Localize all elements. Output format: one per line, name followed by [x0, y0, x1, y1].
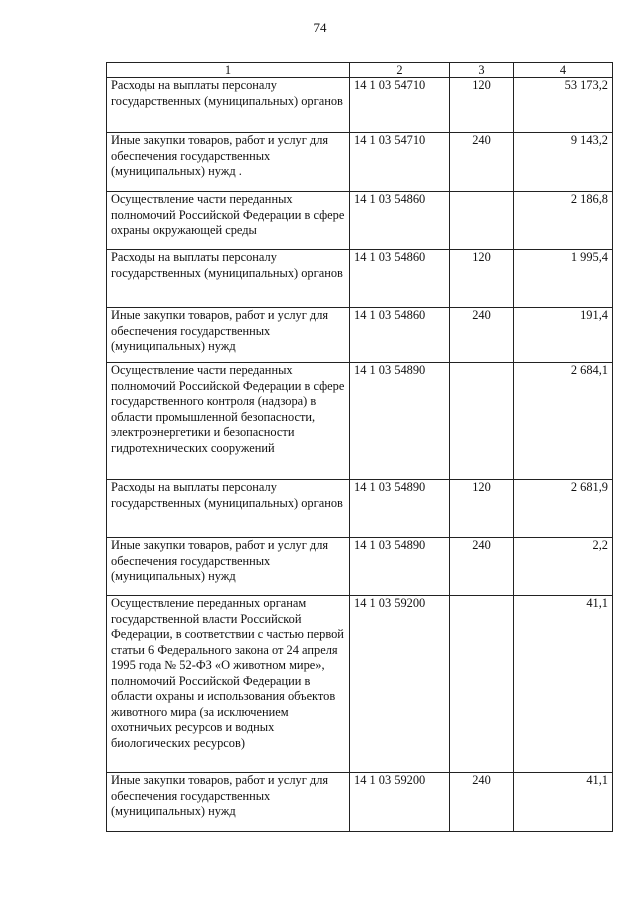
table-header: [107, 63, 613, 78]
row-code: 14 1 03 54890: [350, 480, 450, 538]
row-code: 14 1 03 54710: [350, 78, 450, 133]
row-vr: [450, 192, 514, 250]
row-name: Осуществление переданных органам государственной власти Российской Федерации, в соответствии с частью первой статьи 6 Федерального закона от 24 апреля 1995 года № 52-ФЗ «О животном мире», полномочий Российской Федерации в области охраны и использования объектов животного мира (за исключением охотничьих ресурсов и водных биологических ресурсов): [107, 596, 350, 773]
table-row: [107, 363, 613, 480]
row-amount: 41,1: [514, 773, 613, 832]
row-amount: 2 681,9: [514, 480, 613, 538]
row-amount: 2 684,1: [514, 363, 613, 480]
table-body: [107, 78, 613, 832]
row-code: 14 1 03 59200: [350, 596, 450, 773]
row-name: Расходы на выплаты персоналу государственных (муниципальных) органов: [107, 78, 350, 133]
header-col-1: 1: [107, 63, 350, 78]
row-code: 14 1 03 54860: [350, 192, 450, 250]
row-code: 14 1 03 59200: [350, 773, 450, 832]
row-vr: 120: [450, 250, 514, 308]
row-vr: [450, 363, 514, 480]
table-row: [107, 596, 613, 773]
row-name: Иные закупки товаров, работ и услуг для обеспечения государственных (муниципальных) нужд: [107, 308, 350, 363]
row-name: Осуществление части переданных полномочий Российской Федерации в сфере охраны окружающей среды: [107, 192, 350, 250]
row-vr: 240: [450, 538, 514, 596]
row-name: Иные закупки товаров, работ и услуг для обеспечения государственных (муниципальных) нужд: [107, 773, 350, 832]
row-amount: 2 186,8: [514, 192, 613, 250]
row-code: 14 1 03 54710: [350, 133, 450, 192]
row-amount: 2,2: [514, 538, 613, 596]
row-code: 14 1 03 54890: [350, 538, 450, 596]
row-amount: 9 143,2: [514, 133, 613, 192]
row-code: 14 1 03 54860: [350, 250, 450, 308]
row-amount: 191,4: [514, 308, 613, 363]
row-code: 14 1 03 54890: [350, 363, 450, 480]
header-col-2: 2: [350, 63, 450, 78]
header-col-3: 3: [450, 63, 514, 78]
row-vr: 240: [450, 773, 514, 832]
row-name: Расходы на выплаты персоналу государственных (муниципальных) органов: [107, 480, 350, 538]
row-vr: 240: [450, 133, 514, 192]
table-row: [107, 773, 613, 832]
header-col-4: 4: [514, 63, 613, 78]
page-number: 74: [313, 20, 327, 35]
table-row: [107, 133, 613, 192]
table-row: [107, 78, 613, 133]
table-row: [107, 192, 613, 250]
row-name: Иные закупки товаров, работ и услуг для обеспечения государственных (муниципальных) нужд: [107, 538, 350, 596]
header-row: [107, 63, 613, 78]
row-vr: 120: [450, 78, 514, 133]
row-name: Иные закупки товаров, работ и услуг для обеспечения государственных (муниципальных) нужд .: [107, 133, 350, 192]
row-vr: 240: [450, 308, 514, 363]
row-amount: 53 173,2: [514, 78, 613, 133]
table-row: [107, 250, 613, 308]
budget-table: [106, 62, 613, 832]
row-name: Расходы на выплаты персоналу государственных (муниципальных) органов: [107, 250, 350, 308]
row-code: 14 1 03 54860: [350, 308, 450, 363]
row-amount: 1 995,4: [514, 250, 613, 308]
row-amount: 41,1: [514, 596, 613, 773]
table-row: [107, 308, 613, 363]
table-row: [107, 538, 613, 596]
row-vr: 120: [450, 480, 514, 538]
row-name: Осуществление части переданных полномочий Российской Федерации в сфере государственного контроля (надзора) в области промышленной безопасности, электроэнергетики и безопасности гидротехнических сооружений: [107, 363, 350, 480]
table-row: [107, 480, 613, 538]
row-vr: [450, 596, 514, 773]
